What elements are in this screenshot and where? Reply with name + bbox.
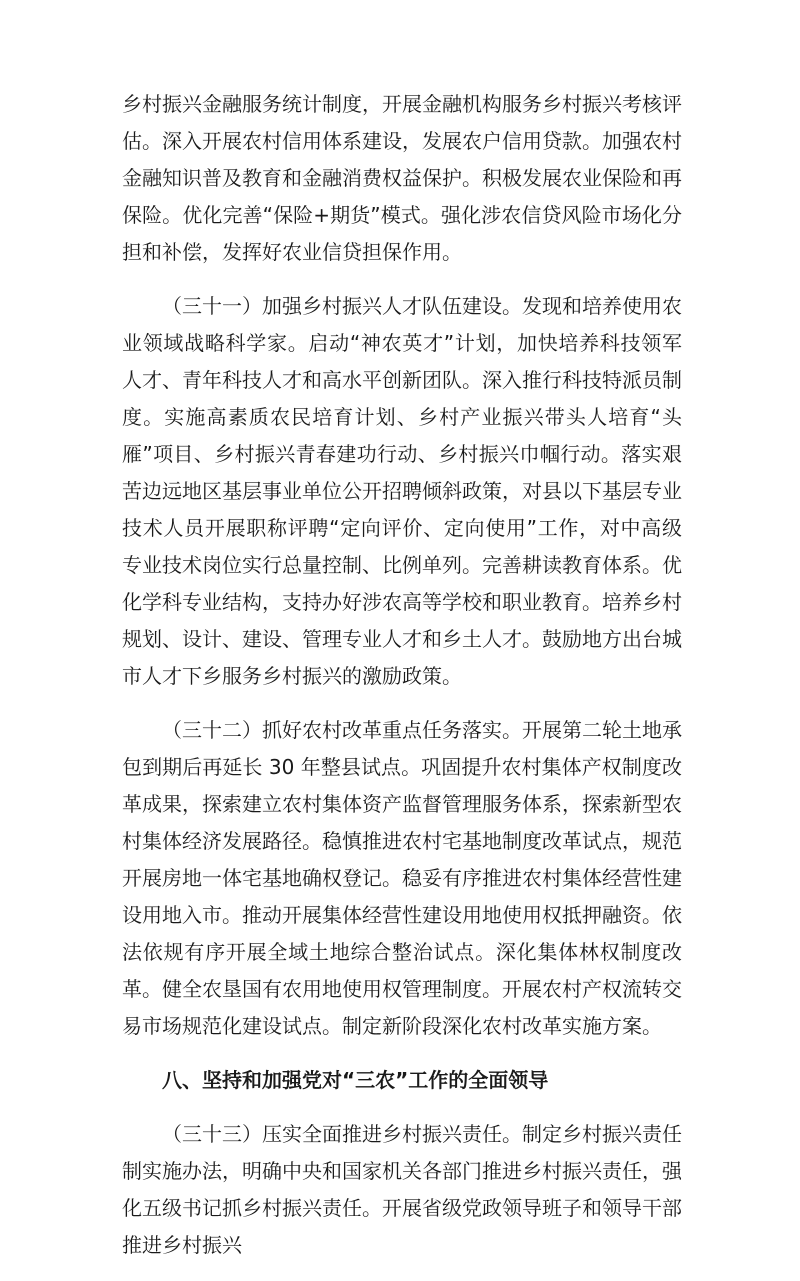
paragraph-31-talent: （三十一）加强乡村振兴人才队伍建设。发现和培养使用农业领域战略科学家。启动“神农英才”计划，加快培养科技领军人才、青年科技人才和高水平创新团队。深入推行科技特派员制度。实施高素质农民培育计划、乡村产业振兴带头人培育“头雁”项目、乡村振兴青春建功行动、乡村振兴巾帼行动。落实艰苦边远地区基层事业单位公开招聘倾斜政策，对县以下基层专业技术人员开展职称评聘“定向评价、定向使用”工作，对中高级专业技术岗位实行总量控制、比例单列。完善耕读教育体系。优化学科专业结构，支持办好涉农高等学校和职业教育。培养乡村规划、设计、建设、管理专业人才和乡土人才。鼓励地方出台城市人才下乡服务乡村振兴的激励政策。 bbox=[122, 294, 682, 688]
paragraph-32-reform: （三十二）抓好农村改革重点任务落实。开展第二轮土地承包到期后再延长 30 年整县试点。巩固提升农村集体产权制度改革成果，探索建立农村集体资产监督管理服务体系，探索新型农村集体经济发展路径。稳慎推进农村宅基地制度改革试点，规范开展房地一体宅基地确权登记。稳妥有序推进农村集体经营性建设用地入市。推动开展集体经营性建设用地使用权抵押融资。依法依规有序开展全域土地综合整治试点。深化集体林权制度改革。健全农垦国有农用地使用权管理制度。开展农村产权流转交易市场规范化建设试点。制定新阶段深化农村改革实施方案。 bbox=[122, 718, 682, 1038]
paragraph-finance-continued: 乡村振兴金融服务统计制度，开展金融机构服务乡村振兴考核评估。深入开展农村信用体系建设，发展农户信用贷款。加强农村金融知识普及教育和金融消费权益保护。积极发展农业保险和再保险。优化完善“保险+期货”模式。强化涉农信贷风险市场化分担和补偿，发挥好农业信贷担保作用。 bbox=[122, 92, 682, 264]
document-body bbox=[122, 86, 682, 1281]
section-heading-8: 八、坚持和加强党对“三农”工作的全面领导 bbox=[162, 1068, 549, 1092]
paragraph-33-responsibility: （三十三）压实全面推进乡村振兴责任。制定乡村振兴责任制实施办法，明确中央和国家机关各部门推进乡村振兴责任，强化五级书记抓乡村振兴责任。开展省级党政领导班子和领导干部推进乡村振兴 bbox=[122, 1122, 682, 1257]
